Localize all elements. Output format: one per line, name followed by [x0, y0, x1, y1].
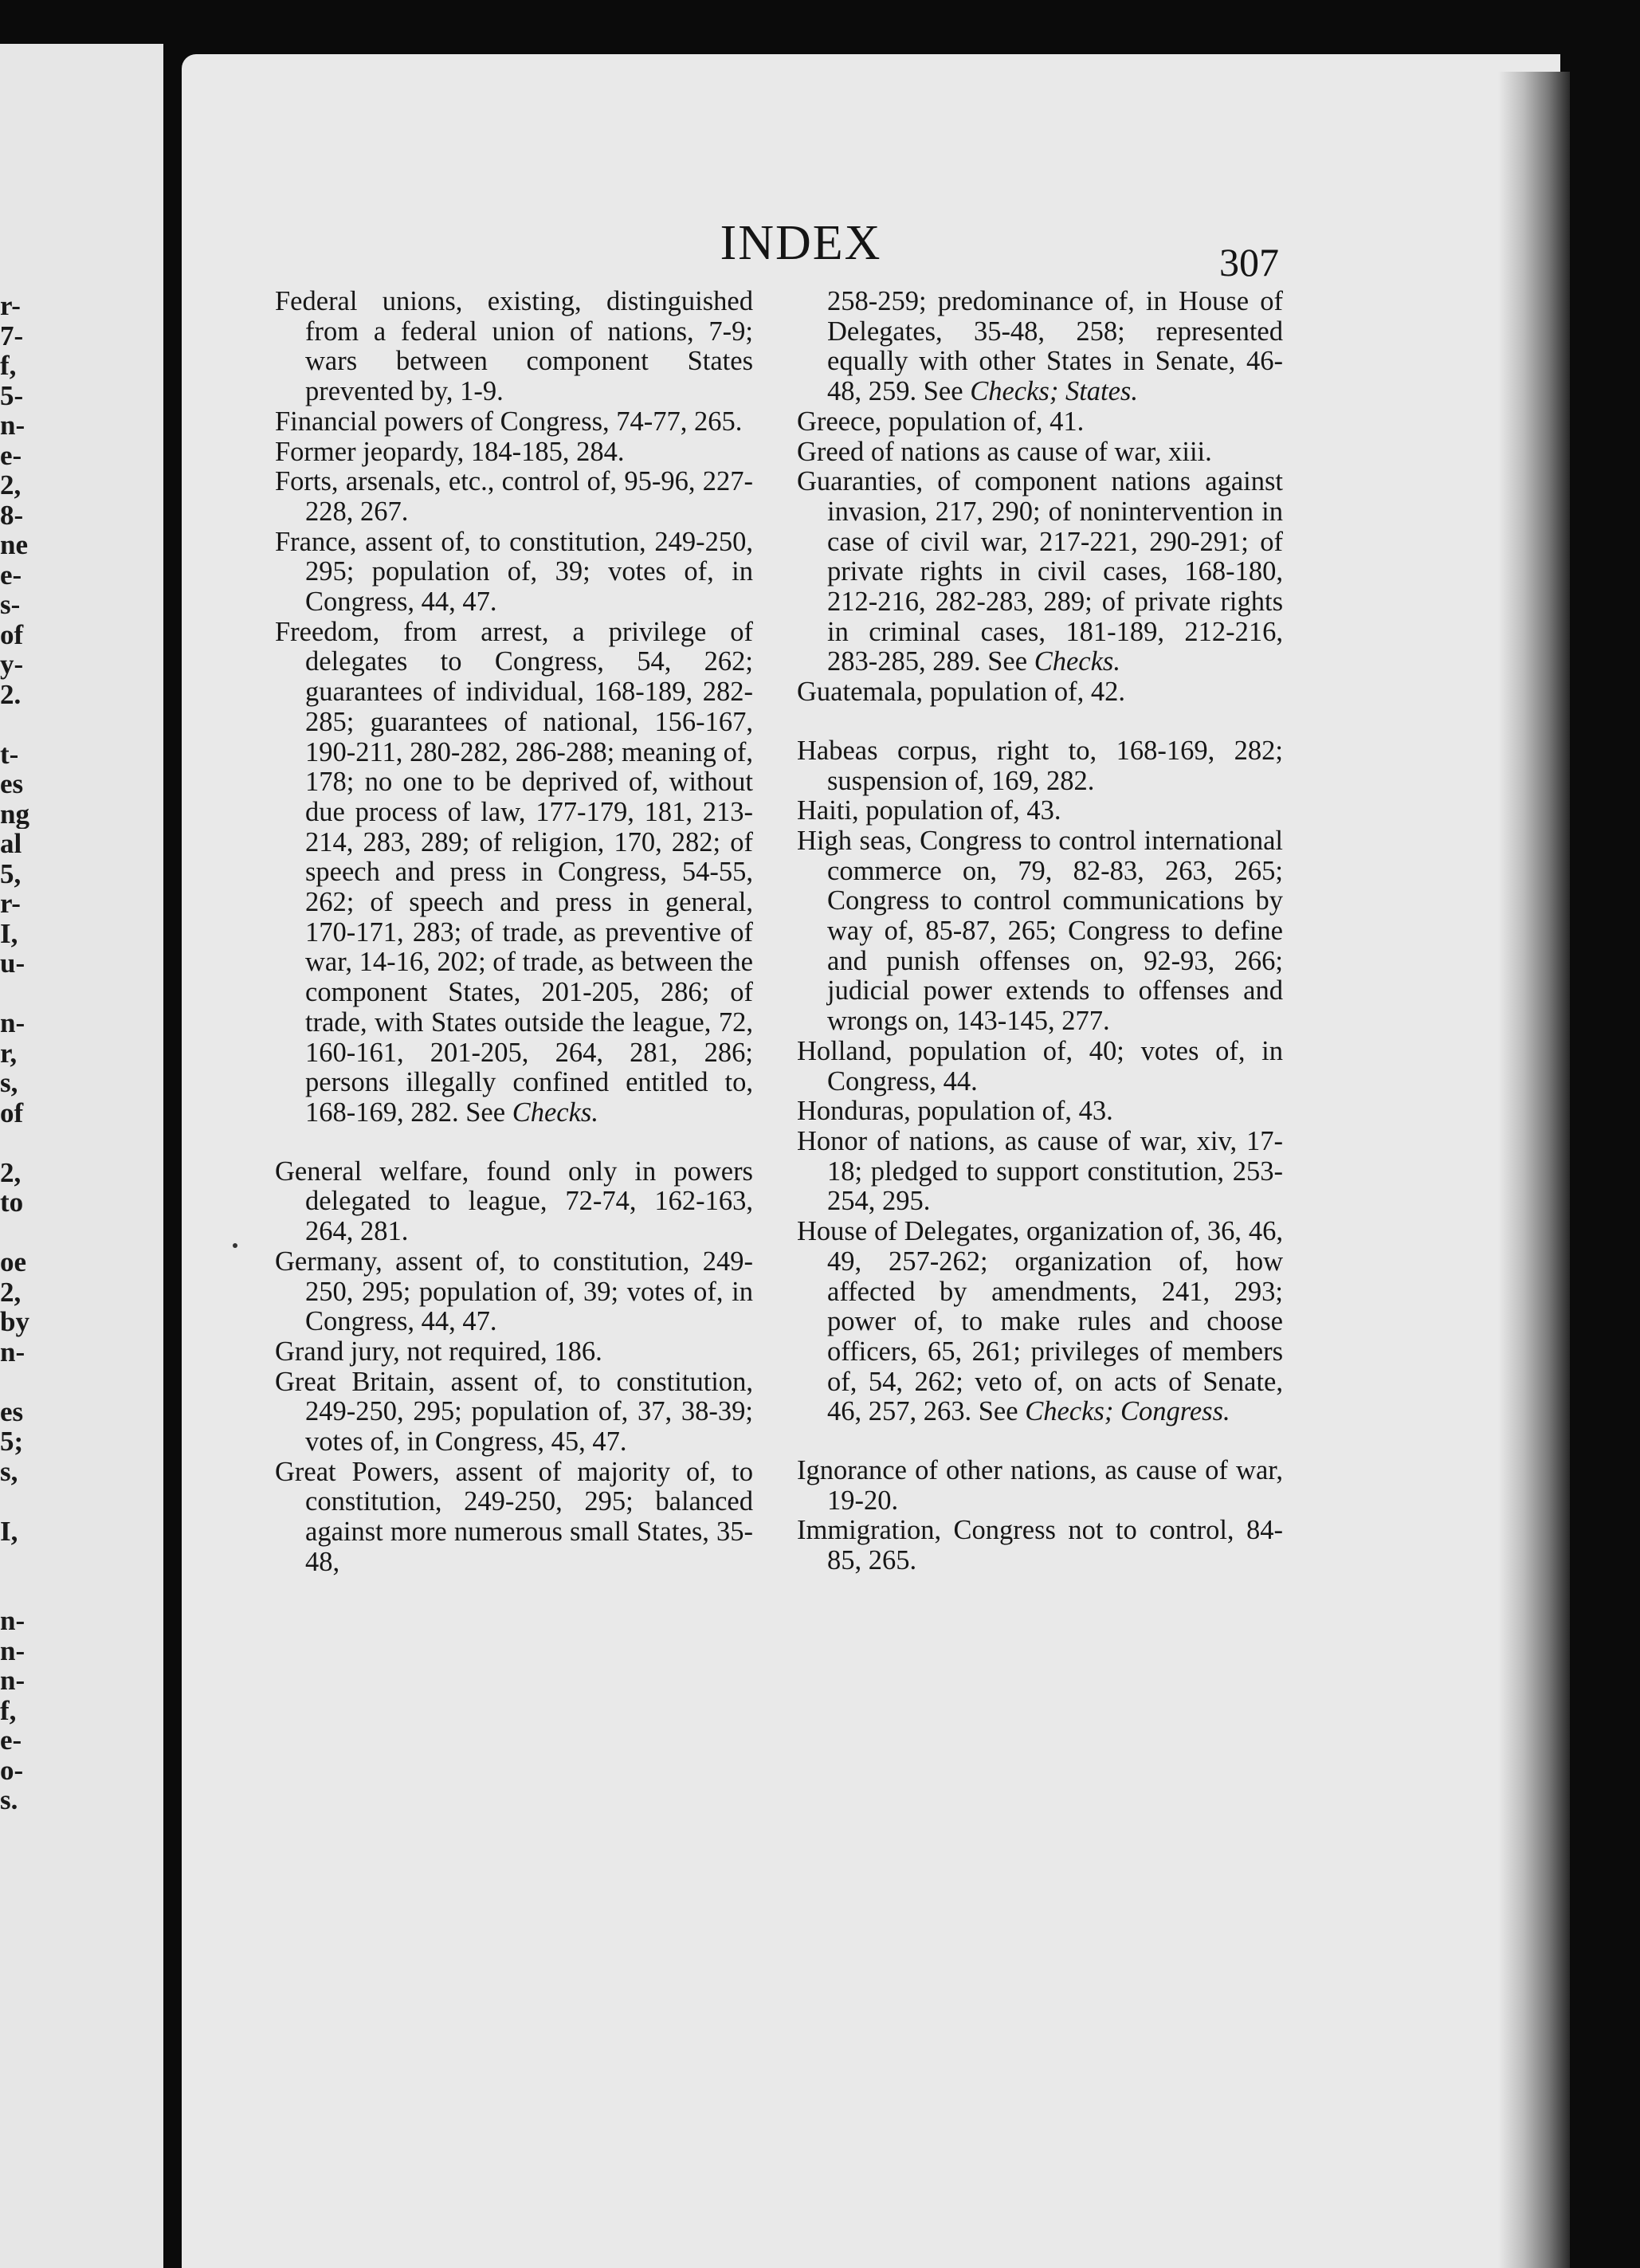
facing-page-fragment: s- [0, 590, 21, 620]
facing-page-fragment: y- [0, 649, 24, 680]
cross-reference: Checks; States. [970, 376, 1138, 407]
index-column-left [275, 287, 753, 1578]
facing-page-fragment: n- [0, 410, 26, 441]
index-entry-text: Immigration, Congress not to control, 84-85, 265. [797, 1515, 1283, 1576]
index-entry [797, 1217, 1283, 1427]
cross-reference: Checks. [512, 1097, 598, 1128]
cross-reference: Checks; Congress. [1025, 1396, 1230, 1427]
facing-page-fragment: t- [0, 739, 19, 769]
page-number: 307 [1219, 240, 1279, 284]
index-entry-text: Holland, population of, 40; votes of, in Congress, 44. [797, 1035, 1283, 1097]
index-entry-text: Freedom, from arrest, a privilege of delegates to Congress, 54, 262; guarantees of individual, 168-189, 282-285; guarantees of national, 156-167, 190-211, 280-282, 286-288; meaning of, 178; no one to be deprived of, without due process of law, 177-179, 181, 213-214, 283, 289; of religion, 170, 282; of speech and press in Congress, 54-55, 262; of speech and press in general, 170-171, 283; of trade, as preventive of war, 14-16, 202; of trade, as between the component States, 201-205, 286; of trade, with States outside the league, 72, 160-161, 201-205, 264, 281, 286; persons illegally confined entitled to, 168-169, 282. See [275, 616, 753, 1128]
index-entry [275, 528, 753, 618]
index-entry [275, 1337, 753, 1367]
index-entry [797, 677, 1283, 708]
index-entry-text: Germany, assent of, to constitution, 249-250, 295; population of, 39; votes of, in Congress, 44, 47. [275, 1246, 753, 1337]
index-entry [797, 1456, 1283, 1516]
index-entry [797, 1097, 1283, 1127]
cross-reference: Checks. [1034, 646, 1120, 677]
index-entry-text: Haiti, population of, 43. [797, 795, 1061, 826]
facing-page-fragment [0, 1218, 32, 1248]
facing-page-fragment: n- [0, 1666, 26, 1696]
facing-page-fragment: s, [0, 1456, 18, 1486]
facing-page-fragment: n- [0, 1635, 26, 1666]
index-entry [797, 438, 1283, 468]
facing-page-fragment: e- [0, 1725, 22, 1756]
index-entry-text: General welfare, found only in powers delegated to league, 72-74, 162-163, 264, 281. [275, 1156, 753, 1247]
index-entry [275, 467, 753, 527]
facing-page-fragment: r- [0, 889, 21, 919]
index-entry-text: Former jeopardy, 184-185, 284. [275, 436, 625, 467]
index-entry-text: France, assent of, to constitution, 249-250, 295; population of, 39; votes of, in Congress, 44, 47. [275, 526, 753, 618]
facing-page-fragment: 5, [0, 858, 22, 889]
facing-page-fragment: o- [0, 1755, 24, 1785]
facing-page-fragment: s, [0, 1068, 18, 1098]
index-entry-text: Ignorance of other nations, as cause of war, 19-20. [797, 1455, 1283, 1516]
facing-page-fragment [0, 1128, 32, 1158]
facing-page-fragment: n- [0, 1606, 26, 1636]
index-entry [797, 1127, 1283, 1217]
index-entry-text: Guatemala, population of, 42. [797, 677, 1125, 708]
facing-page-fragment: I, [0, 918, 18, 948]
facing-page-fragment: f, [0, 351, 17, 381]
facing-page-fragment: 5; [0, 1426, 24, 1457]
facing-page-fragment: es [0, 1396, 24, 1426]
facing-page-fragment [0, 1576, 32, 1607]
index-entry-text: 258-259; predominance of, in House of Delegates, 35-48, 258; represented equally with other States in Senate, 46-48, 259. See [827, 286, 1283, 407]
index-entry-text: Grand jury, not required, 186. [275, 1336, 602, 1367]
index-entry [797, 287, 1283, 407]
facing-page-text-fragments [0, 291, 32, 1815]
index-entry [275, 618, 753, 1128]
facing-page-fragment: 8- [0, 500, 24, 530]
facing-page-fragment: 2, [0, 1277, 22, 1307]
facing-page-fragment: I, [0, 1516, 18, 1546]
facing-page-fragment: r- [0, 291, 21, 321]
facing-page-fragment: ng [0, 799, 29, 829]
index-entry-text: Honor of nations, as cause of war, xiv, 17-18; pledged to support constitution, 253-254, 295. [797, 1125, 1283, 1217]
index-entry [275, 287, 753, 407]
index-entry-text: Habeas corpus, right to, 168-169, 282; suspension of, 169, 282. [797, 735, 1283, 796]
index-entry [797, 1037, 1283, 1097]
index-entry [275, 438, 753, 468]
index-entry-text: House of Delegates, organization of, 36, 46, 49, 257-262; organization of, how affected by amendments, 241, 293; power of, to make rules and choose officers, 65, 261; privileges of members of, 54, 262; veto of, on acts of Senate, 46, 257, 263. See [797, 1216, 1283, 1427]
facing-page-fragment: 2, [0, 470, 22, 500]
facing-page-fragment: 5- [0, 380, 24, 410]
index-entry [797, 407, 1283, 438]
facing-page-fragment [0, 979, 32, 1009]
facing-page-fragment: 2. [0, 679, 22, 709]
index-entry-text: Greed of nations as cause of war, xiii. [797, 436, 1212, 467]
index-entry-text: Federal unions, existing, distinguished from a federal union of nations, 7-9; wars between component States prevented by, 1-9. [275, 286, 753, 407]
facing-page-fragment: f, [0, 1695, 17, 1725]
index-entry [797, 1516, 1283, 1575]
index-entry [797, 736, 1283, 796]
facing-page-fragment: e- [0, 559, 22, 590]
facing-page-fragment: 2, [0, 1157, 22, 1187]
facing-page-fragment [0, 709, 32, 740]
index-entry [275, 407, 753, 438]
index-entry-text: Honduras, population of, 43. [797, 1096, 1113, 1127]
facing-page-fragment [0, 1546, 32, 1576]
facing-page-fragment: of [0, 1097, 24, 1128]
index-entry [797, 467, 1283, 677]
facing-page-fragment: r, [0, 1038, 18, 1068]
facing-page-fragment: es [0, 769, 24, 799]
facing-page-fragment: to [0, 1187, 24, 1218]
facing-page-fragment: of [0, 619, 24, 649]
index-entry [275, 1367, 753, 1458]
facing-page-fragment: oe [0, 1247, 27, 1277]
facing-page-fragment: u- [0, 948, 26, 979]
facing-page-fragment [0, 1367, 32, 1397]
page-binding-shadow [1498, 72, 1570, 2268]
index-entry-text: Forts, arsenals, etc., control of, 95-96, 227-228, 267. [275, 466, 753, 527]
index-entry-text: Greece, population of, 41. [797, 406, 1085, 437]
facing-page-fragment: e- [0, 440, 22, 470]
ink-speck [233, 1243, 237, 1248]
index-entry-text: Great Powers, assent of majority of, to constitution, 249-250, 295; balanced against more numerous small States, 35-48, [275, 1456, 753, 1577]
index-entry [275, 1247, 753, 1337]
index-entry [797, 826, 1283, 1037]
index-entry-text: Great Britain, assent of, to constitution, 249-250, 295; population of, 37, 38-39; votes of, in Congress, 45, 47. [275, 1366, 753, 1458]
facing-page-fragment: n- [0, 1336, 26, 1367]
index-entry [275, 1157, 753, 1247]
facing-page-edge [0, 44, 163, 2268]
index-column-right [797, 287, 1283, 1576]
index-entry [275, 1458, 753, 1578]
running-head: INDEX [720, 216, 882, 270]
index-entry [797, 796, 1283, 826]
index-entry-text: High seas, Congress to control international commerce on, 79, 82-83, 263, 265; Congress to control communications by way of, 85-87, 265; Congress to define and punish offenses on, 92-93, 266; judicial power extends to offenses and wrongs on, 143-145, 277. [797, 825, 1283, 1037]
facing-page-fragment [0, 1486, 32, 1517]
facing-page-fragment: n- [0, 1008, 26, 1038]
index-entry-text: Financial powers of Congress, 74-77, 265. [275, 406, 743, 437]
facing-page-fragment: ne [0, 530, 28, 560]
facing-page-fragment: s. [0, 1785, 18, 1815]
facing-page-fragment: by [0, 1307, 29, 1337]
facing-page-fragment: al [0, 829, 22, 859]
index-entry-text: Guaranties, of component nations against invasion, 217, 290; of nonintervention in case of civil war, 217-221, 290-291; of private rights in civil cases, 168-180, 212-216, 282-283, 289; of private rights in criminal cases, 181-189, 212-216, 283-285, 289. See [797, 466, 1283, 677]
facing-page-fragment: 7- [0, 320, 24, 351]
